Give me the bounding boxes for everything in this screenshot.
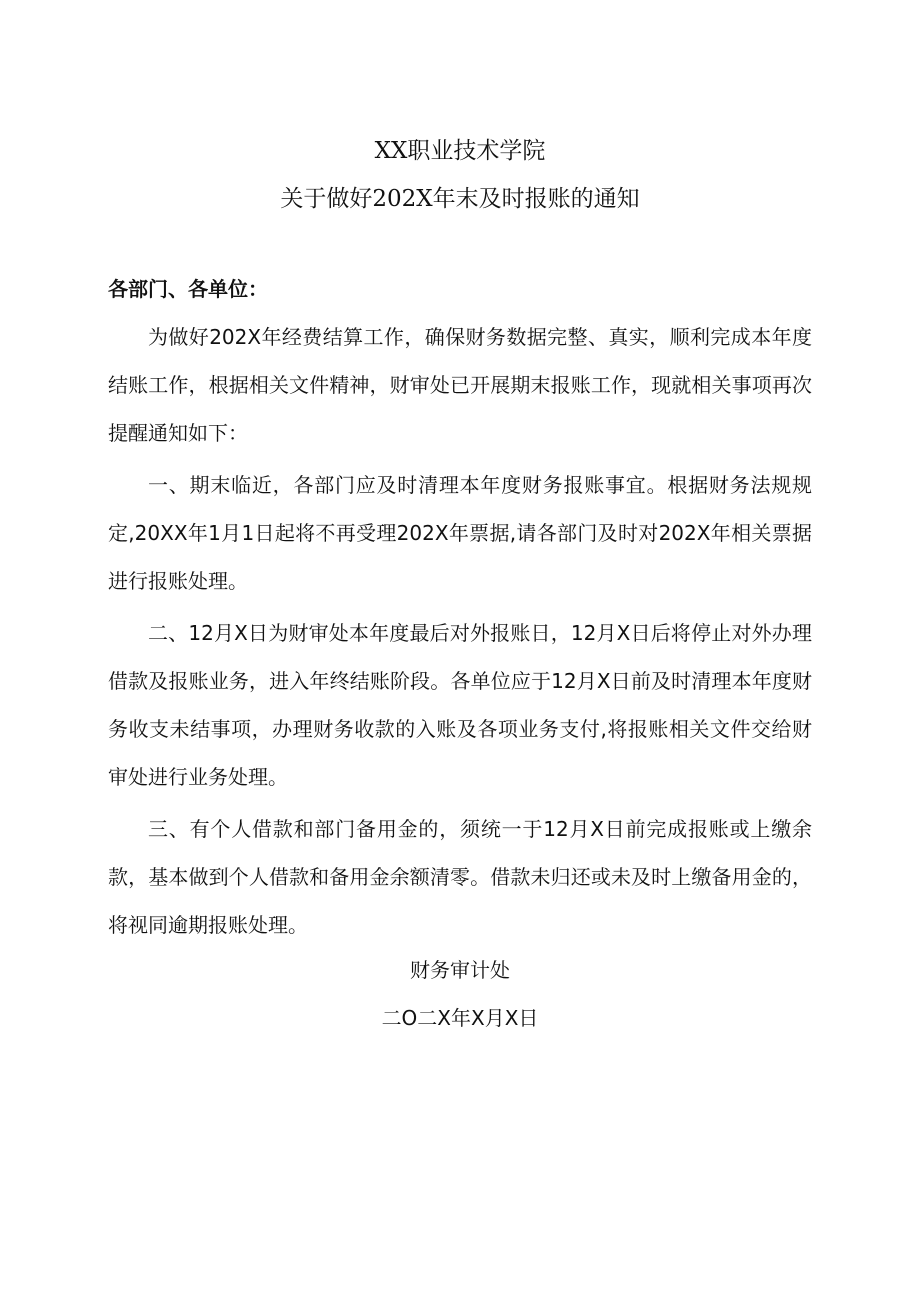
salutation: 各部门、各单位： <box>108 277 268 301</box>
document-title-subject: 关于做好202X年末及时报账的通知 <box>280 186 640 212</box>
signature-department: 财务审计处 <box>410 958 510 982</box>
paragraph-item-3: 三、有个人借款和部门备用金的，须统一于12月X日前完成报账或上缴余款，基本做到个人借款和备用金余额清零。借款未归还或未及时上缴备用金的，将视同逾期报账处理。 <box>108 817 812 937</box>
signature-date: 二O二X年X月X日 <box>381 1006 539 1030</box>
document-title-institution: XX职业技术学院 <box>374 138 546 164</box>
paragraph-item-2: 二、12月X日为财审处本年度最后对外报账日，12月X日后将停止对外办理借款及报账业务，进入年终结账阶段。各单位应于12月X日前及时清理本年度财务收支未结事项，办理财务收款的入账及各项业务支付,将报账相关文件交给财审处进行业务处理。 <box>108 621 812 789</box>
paragraph-intro: 为做好202X年经费结算工作，确保财务数据完整、真实，顺利完成本年度结账工作，根据相关文件精神，财审处已开展期末报账工作，现就相关事项再次提醒通知如下： <box>108 325 812 445</box>
paragraph-item-1: 一、期末临近，各部门应及时清理本年度财务报账事宜。根据财务法规规定,20XX年1月1日起将不再受理202X年票据,请各部门及时对202X年相关票据进行报账处理。 <box>108 473 812 593</box>
